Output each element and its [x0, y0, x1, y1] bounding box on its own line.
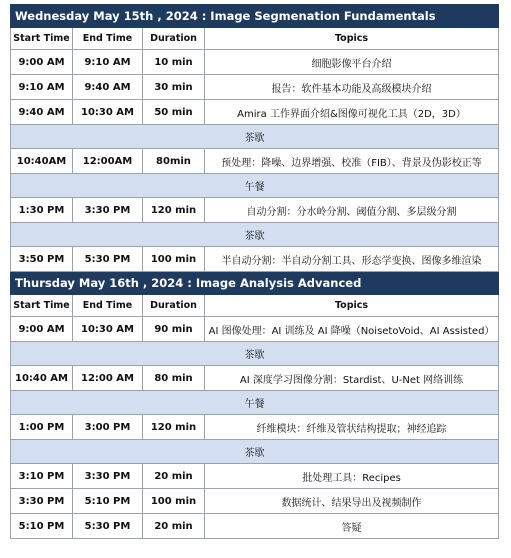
duration: 80min: [143, 149, 205, 174]
duration: 20 min: [143, 464, 205, 489]
start-time: 9:00 AM: [11, 317, 73, 342]
break-label: 茶歇: [11, 125, 499, 149]
session-row: [11, 464, 499, 489]
break-label: 茶歇: [11, 223, 499, 247]
duration: 50 min: [143, 100, 205, 125]
end-time: 5:10 PM: [73, 489, 143, 514]
session-row: [11, 198, 499, 223]
duration: 120 min: [143, 198, 205, 223]
session-row: [11, 415, 499, 440]
topic: 数据统计、结果导出及视频制作: [205, 489, 499, 514]
session-row: [11, 149, 499, 174]
break-row: [11, 125, 499, 149]
start-time: 9:40 AM: [11, 100, 73, 125]
break-label: 午餐: [11, 174, 499, 198]
duration: 10 min: [143, 50, 205, 75]
topic: 报告：软件基本功能及高级模块介绍: [205, 75, 499, 100]
schedule-table-container: [10, 4, 498, 539]
end-time: 9:40 AM: [73, 75, 143, 100]
schedule-body: [11, 5, 499, 539]
column-header-row: [11, 295, 499, 317]
topic: AI 图像处理：AI 训练及 AI 降噪（NoisetoVoid、AI Assisted）: [205, 317, 499, 342]
session-row: [11, 514, 499, 539]
break-label: 茶歇: [11, 440, 499, 464]
end-time: 3:00 PM: [73, 415, 143, 440]
topic: 预处理：降噪、边界增强、校准（FIB）、背景及伪影校正等: [205, 149, 499, 174]
topic: 答疑: [205, 514, 499, 539]
header-duration: Duration: [143, 295, 205, 317]
topic: 批处理工具：Recipes: [205, 464, 499, 489]
end-time: 9:10 AM: [73, 50, 143, 75]
header-topics: Topics: [205, 28, 499, 50]
session-row: [11, 489, 499, 514]
start-time: 10:40 AM: [11, 366, 73, 391]
start-time: 3:10 PM: [11, 464, 73, 489]
duration: 120 min: [143, 415, 205, 440]
break-label: 午餐: [11, 391, 499, 415]
duration: 80 min: [143, 366, 205, 391]
header-topics: Topics: [205, 295, 499, 317]
duration: 20 min: [143, 514, 205, 539]
end-time: 3:30 PM: [73, 464, 143, 489]
break-label: 茶歇: [11, 342, 499, 366]
duration: 30 min: [143, 75, 205, 100]
duration: 100 min: [143, 489, 205, 514]
schedule-table: [10, 4, 499, 539]
end-time: 10:30 AM: [73, 100, 143, 125]
header-end-time: End Time: [73, 28, 143, 50]
end-time: 3:30 PM: [73, 198, 143, 223]
day-header-row: [11, 5, 499, 28]
day-header-row: [11, 272, 499, 295]
start-time: 10:40AM: [11, 149, 73, 174]
header-start-time: Start Time: [11, 295, 73, 317]
session-row: [11, 75, 499, 100]
topic: 纤维模块：纤维及管状结构提取；神经追踪: [205, 415, 499, 440]
header-end-time: End Time: [73, 295, 143, 317]
start-time: 9:10 AM: [11, 75, 73, 100]
end-time: 5:30 PM: [73, 247, 143, 272]
header-duration: Duration: [143, 28, 205, 50]
topic: Amira 工作界面介绍&图像可视化工具（2D，3D）: [205, 100, 499, 125]
header-start-time: Start Time: [11, 28, 73, 50]
topic: 细胞影像平台介绍: [205, 50, 499, 75]
topic: 自动分割：分水岭分割、阈值分割、多层级分割: [205, 198, 499, 223]
start-time: 5:10 PM: [11, 514, 73, 539]
start-time: 3:50 PM: [11, 247, 73, 272]
start-time: 1:00 PM: [11, 415, 73, 440]
break-row: [11, 440, 499, 464]
break-row: [11, 174, 499, 198]
day-title: Wednesday May 15th , 2024 : Image Segmenation Fundamentals: [11, 5, 499, 28]
start-time: 1:30 PM: [11, 198, 73, 223]
duration: 90 min: [143, 317, 205, 342]
break-row: [11, 342, 499, 366]
end-time: 5:30 PM: [73, 514, 143, 539]
break-row: [11, 223, 499, 247]
day-title: Thursday May 16th , 2024 : Image Analysis Advanced: [11, 272, 499, 295]
end-time: 10:30 AM: [73, 317, 143, 342]
session-row: [11, 100, 499, 125]
end-time: 12:00AM: [73, 149, 143, 174]
session-row: [11, 317, 499, 342]
topic: 半自动分割：半自动分割工具、形态学变换、图像多维渲染: [205, 247, 499, 272]
break-row: [11, 391, 499, 415]
end-time: 12:00 AM: [73, 366, 143, 391]
session-row: [11, 247, 499, 272]
session-row: [11, 366, 499, 391]
session-row: [11, 50, 499, 75]
duration: 100 min: [143, 247, 205, 272]
column-header-row: [11, 28, 499, 50]
start-time: 3:30 PM: [11, 489, 73, 514]
topic: AI 深度学习图像分割：Stardist、U-Net 网络训练: [205, 366, 499, 391]
start-time: 9:00 AM: [11, 50, 73, 75]
